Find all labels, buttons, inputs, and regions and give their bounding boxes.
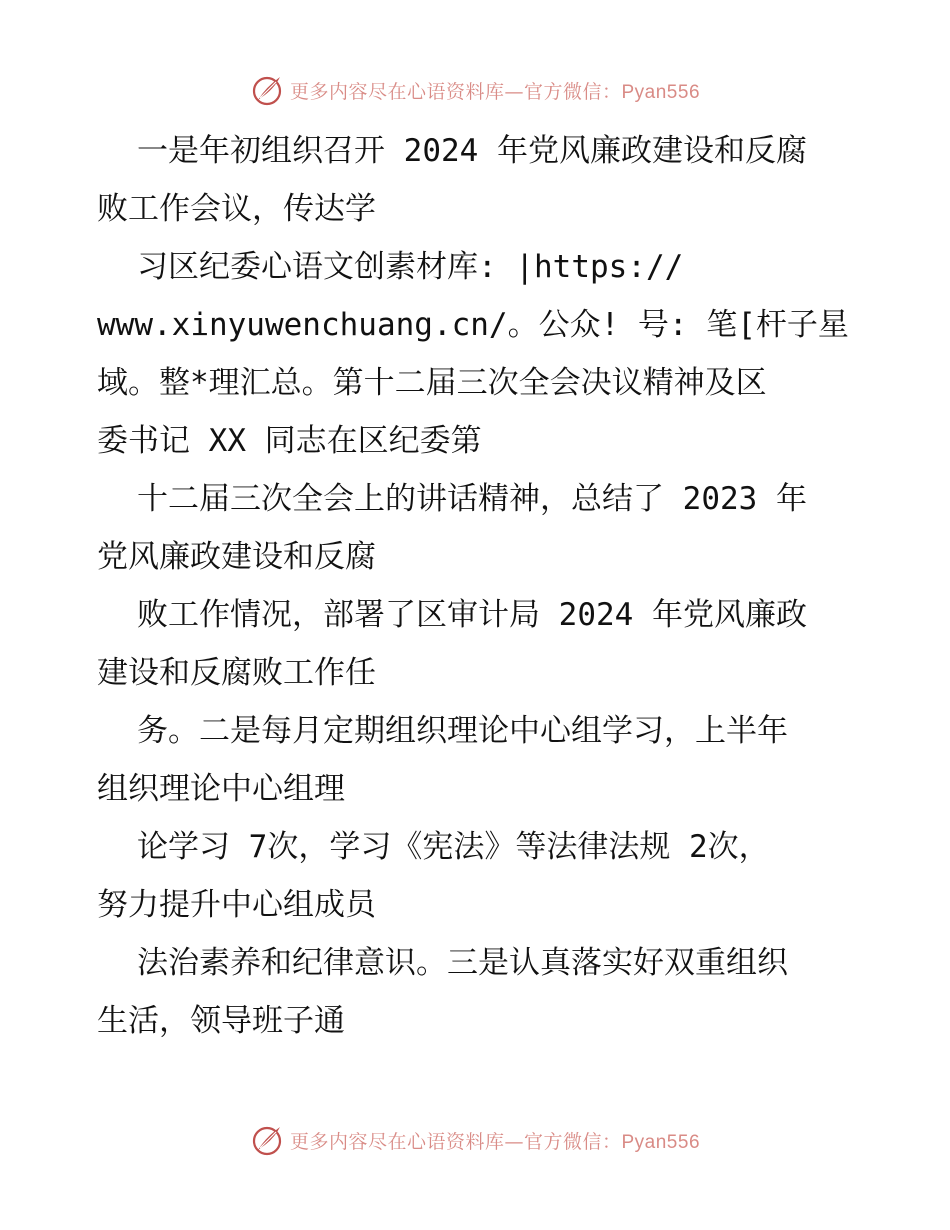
body-line: 败工作会议，传达学 [97,191,376,227]
body-line: 论学习 7次，学习《宪法》等法律法规 2次， [137,829,770,865]
body-line: 务。二是每月定期组织理论中心组学习，上半年 [137,713,788,749]
document-body [97,122,857,1050]
body-line: 生活，领导班子通 [97,1003,345,1039]
watermark-main-text: 更多内容尽在心语资料库—官方微信： [289,1130,622,1153]
body-line: 十二届三次全会上的讲话精神，总结了 2023 年 [137,481,807,517]
body-line: 败工作情况，部署了区审计局 2024 年党风廉政 [137,597,807,633]
footer-watermark [0,1120,950,1160]
body-line: 域。整*理汇总。第十二届三次全会决议精神及区 [97,365,767,401]
feather-circle-logo-icon [250,73,284,107]
body-line: 努力提升中心组成员 [97,887,376,923]
body-line: 法治素养和纪律意识。三是认真落实好双重组织 [137,945,788,981]
body-line: 委书记 XX 同志在区纪委第 [97,423,482,459]
body-line: 建设和反腐败工作任 [97,655,376,691]
watermark-text [290,1127,700,1154]
watermark-group [250,73,700,107]
body-line: 习区纪委心语文创素材库: |https:// [137,249,684,285]
header-watermark [0,70,950,110]
watermark-wechat-id: Pyan556 [621,81,701,103]
body-line: 组织理论中心组理 [97,771,345,807]
watermark-text [290,77,700,104]
body-line: 一是年初组织召开 2024 年党风廉政建设和反腐 [137,133,807,169]
watermark-group [250,1123,700,1157]
watermark-wechat-id: Pyan556 [621,1131,701,1153]
watermark-main-text: 更多内容尽在心语资料库—官方微信： [289,80,622,103]
feather-circle-logo-icon [250,1123,284,1157]
body-line: 党风廉政建设和反腐 [97,539,376,575]
body-line: www.xinyuwenchuang.cn/。公众! 号: 笔[杆子星 [97,307,849,343]
